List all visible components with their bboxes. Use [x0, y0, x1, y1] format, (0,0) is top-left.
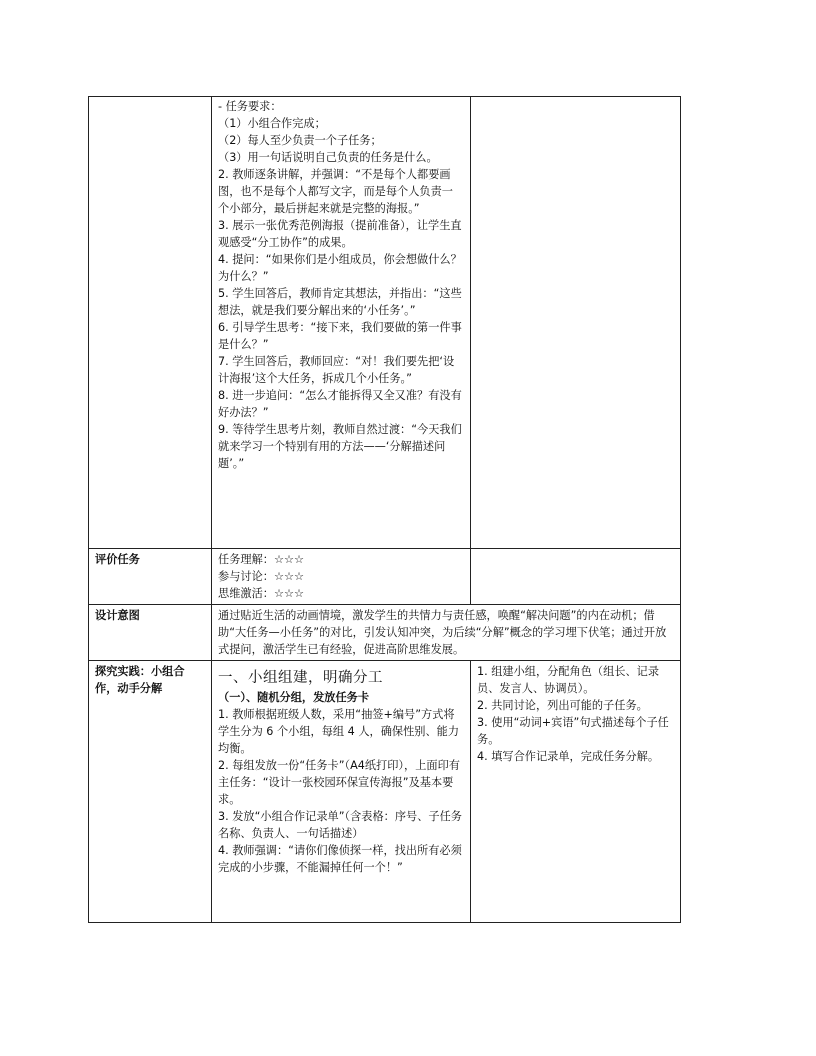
student-activity-cell: [471, 97, 681, 549]
teacher-step: 6. 引导学生思考：“接下来，我们要做的第一件事是什么？”: [218, 321, 462, 351]
explore-row: [89, 661, 681, 923]
student-step: 3. 使用“动词+宾语”句式描述每个子任务。: [477, 716, 669, 746]
teacher-activity-cell: [212, 97, 471, 549]
teacher-step: 4. 教师强调：“请你们像侦探一样，找出所有必须完成的小步骤，不能漏掉任何一个！”: [218, 844, 462, 874]
empty-label-cell: [89, 97, 212, 549]
teacher-step: 5. 学生回答后，教师肯定其想法，并指出：“这些想法，就是我们要分解出来的‘小任务’。”: [218, 287, 462, 317]
evaluation-items-cell: [212, 549, 471, 605]
explore-label: 探究实践：小组合作，动手分解: [89, 661, 212, 923]
lesson-plan-table: [88, 96, 681, 923]
explore-student-cell: [471, 661, 681, 923]
design-intent-row: [89, 605, 681, 661]
teacher-step: 3. 发放“小组合作记录单”（含表格：序号、子任务名称、负责人、一句话描述）: [218, 810, 462, 840]
evaluation-empty-cell: [471, 549, 681, 605]
task-requirements-line: - 任务要求：: [218, 100, 282, 113]
section-subheading: （一）、随机分组，发放任务卡: [218, 691, 370, 704]
teacher-step: 2. 每组发放一份“任务卡”（A4纸打印），上面印有主任务：“设计一张校园环保宣传海报”及基本要求。: [218, 759, 460, 806]
teacher-step: 8. 进一步追问：“怎么才能拆得又全又准？有没有好办法？”: [218, 389, 462, 419]
section-heading: 一、小组组建，明确分工: [218, 670, 383, 686]
evaluation-item: 参与讨论：☆☆☆: [218, 570, 305, 583]
evaluation-item: 思维激活：☆☆☆: [218, 587, 305, 600]
teacher-step: 3. 展示一张优秀范例海报（提前准备），让学生直观感受“分工协作”的成果。: [218, 219, 462, 249]
design-intent-text: 通过贴近生活的动画情境，激发学生的共情力与责任感，唤醒“解决问题”的内在动机；借助“大任务—小任务”的对比，引发认知冲突，为后续“分解”概念的学习埋下伏笔；通过开放式提问，激活学生已有经验，促进高阶思维发展。: [212, 605, 681, 661]
teacher-step: 2. 教师逐条讲解，并强调：“不是每个人都要画图，也不是每个人都写文字，而是每个人负责一个小部分，最后拼起来就是完整的海报。”: [218, 168, 453, 215]
teacher-step: 1. 教师根据班级人数，采用“抽签+编号”方式将学生分为 6 个小组，每组 4 人，确保性别、能力均衡。: [218, 708, 460, 755]
design-intent-label: 设计意图: [89, 605, 212, 661]
requirement-line: （2）每人至少负责一个子任务；: [218, 134, 382, 147]
explore-teacher-cell: [212, 661, 471, 923]
requirement-line: （1）小组合作完成；: [218, 117, 326, 130]
student-step: 1. 组建小组，分配角色（组长、记录员、发言人、协调员）。: [477, 665, 660, 695]
evaluation-label: 评价任务: [89, 549, 212, 605]
teaching-process-row: [89, 97, 681, 549]
student-step: 4. 填写合作记录单，完成任务分解。: [477, 750, 660, 763]
teacher-step: 9. 等待学生思考片刻，教师自然过渡：“今天我们就来学习一个特别有用的方法——‘分解描述问题’。”: [218, 423, 462, 470]
requirement-line: （3）用一句话说明自己负责的任务是什么。: [218, 151, 438, 164]
evaluation-row: [89, 549, 681, 605]
student-step: 2. 共同讨论，列出可能的子任务。: [477, 699, 648, 712]
evaluation-item: 任务理解：☆☆☆: [218, 553, 305, 566]
teacher-step: 4. 提问：“如果你们是小组成员，你会想做什么？为什么？”: [218, 253, 462, 283]
teacher-step: 7. 学生回答后，教师回应：“对！我们要先把‘设计海报’这个大任务，拆成几个小任务。”: [218, 355, 455, 385]
